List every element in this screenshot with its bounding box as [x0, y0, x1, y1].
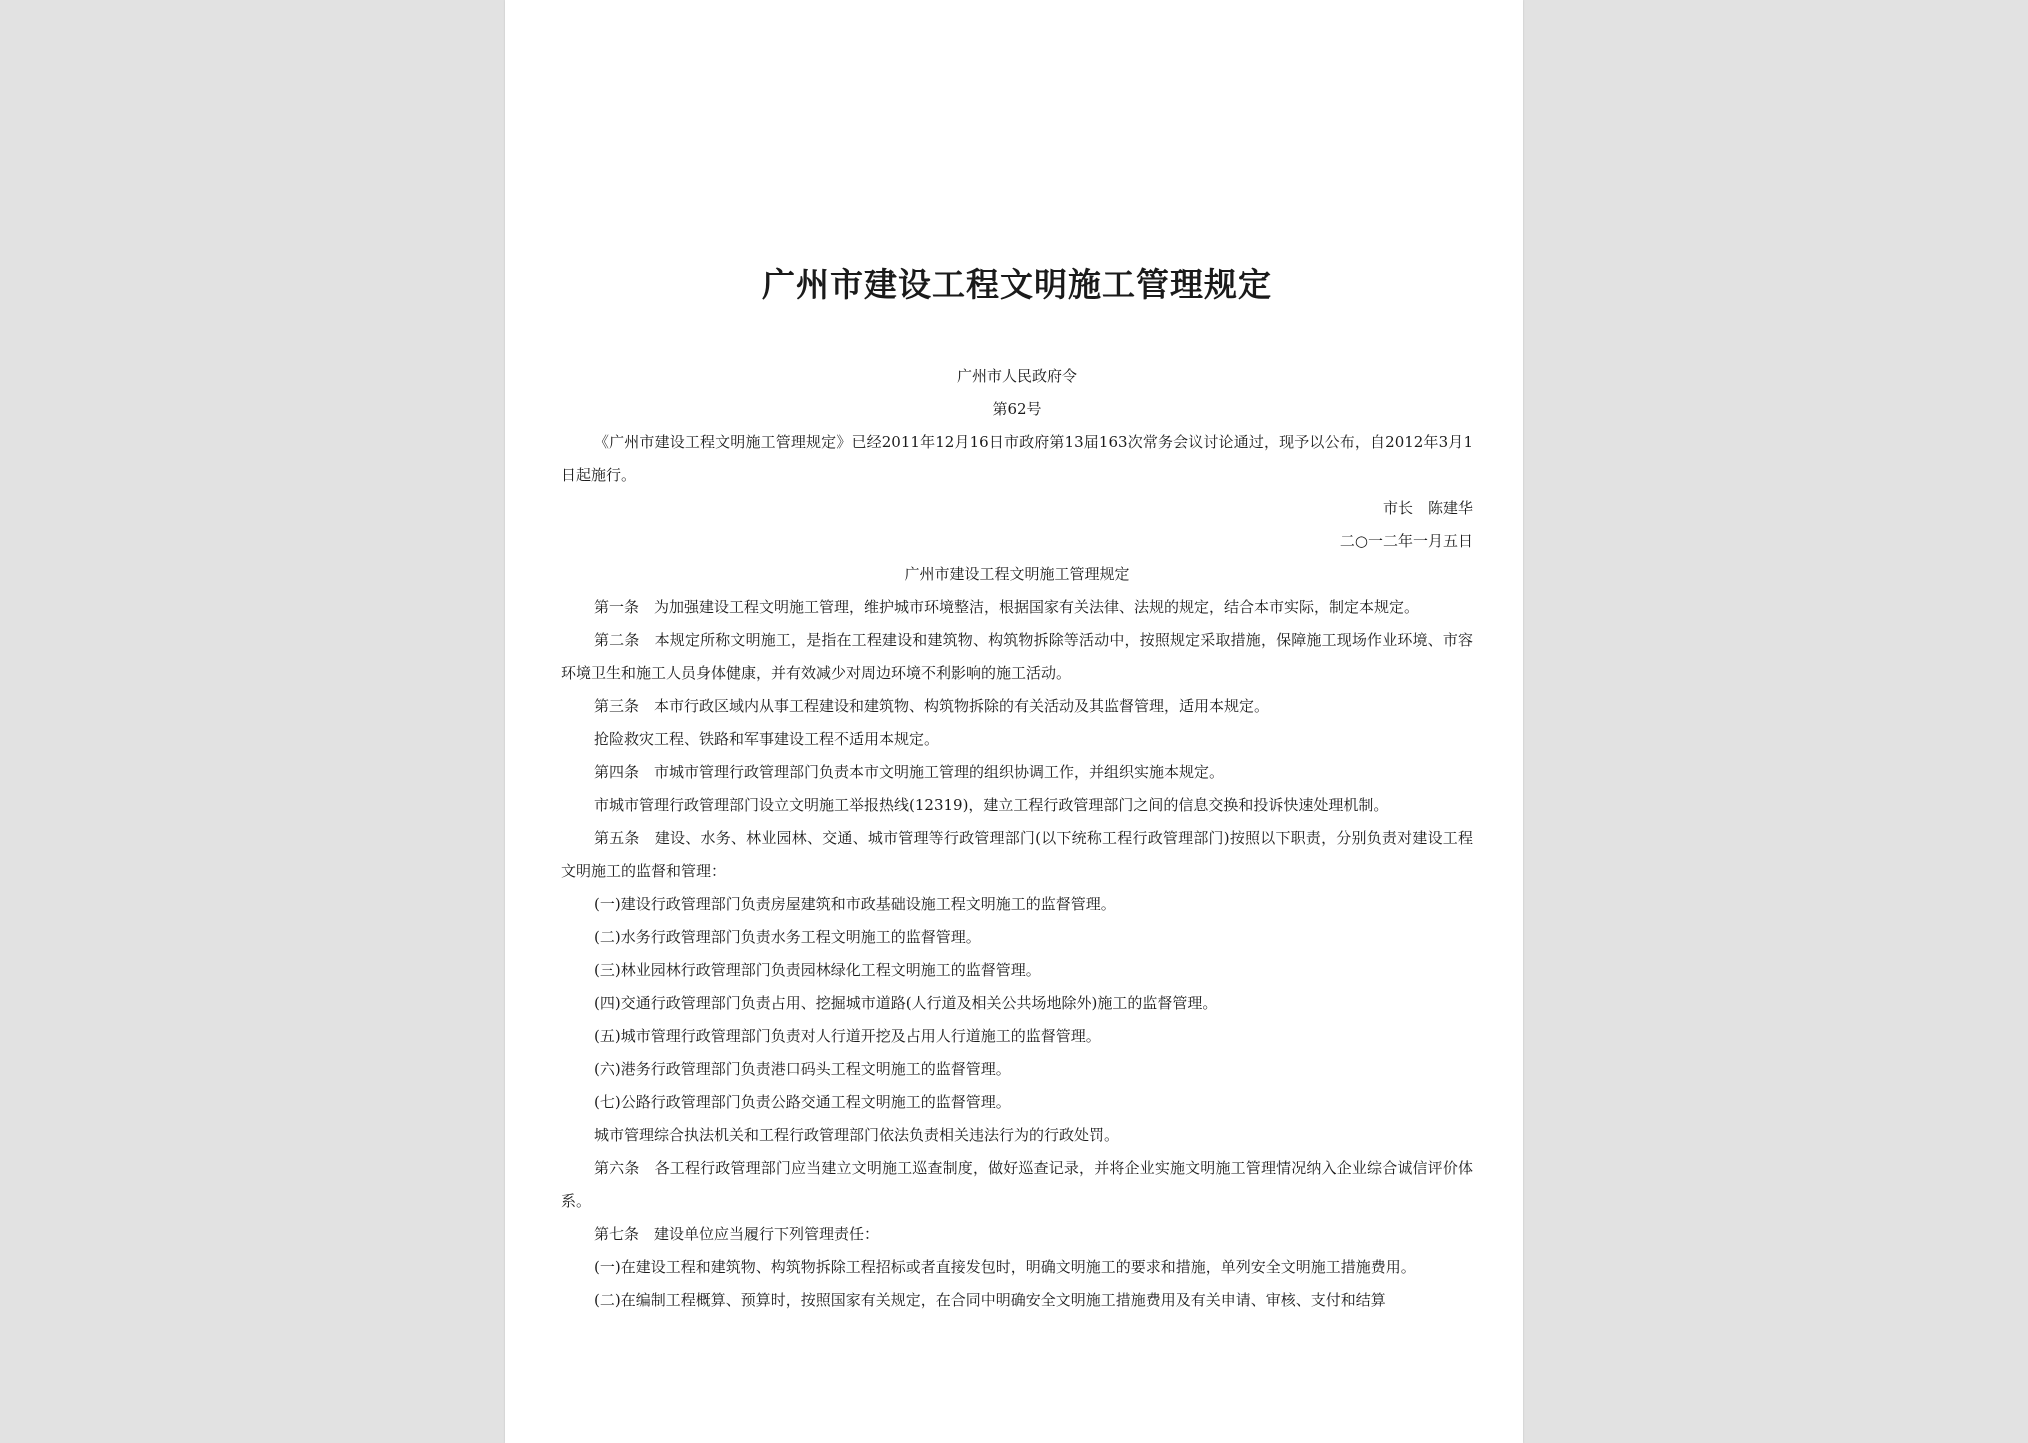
- article-paragraph: 第四条 市城市管理行政管理部门负责本市文明施工管理的组织协调工作，并组织实施本规定。: [594, 763, 1225, 781]
- article-paragraph: 第五条 建设、水务、林业园林、交通、城市管理等行政管理部门(以下统称工程行政管理部门)按照以下职责，分别负责对建设工程文明施工的监督和管理：: [561, 829, 1473, 880]
- article-paragraph: 市城市管理行政管理部门设立文明施工举报热线(12319)，建立工程行政管理部门之间的信息交换和投诉快速处理机制。: [594, 796, 1389, 814]
- article-paragraph: 第一条 为加强建设工程文明施工管理，维护城市环境整洁，根据国家有关法律、法规的规定，结合本市实际，制定本规定。: [594, 598, 1420, 616]
- article-paragraph: 第六条 各工程行政管理部门应当建立文明施工巡查制度，做好巡查记录，并将企业实施文明施工管理情况纳入企业综合诚信评价体系。: [561, 1159, 1473, 1210]
- date-line: 二○一二年一月五日: [1339, 532, 1473, 550]
- article-paragraph: (四)交通行政管理部门负责占用、挖掘城市道路(人行道及相关公共场地除外)施工的监督管理。: [594, 994, 1218, 1012]
- document-page: [505, 0, 1523, 1443]
- order-number: 第62号: [992, 400, 1042, 418]
- subtitle: 广州市建设工程文明施工管理规定: [904, 565, 1130, 583]
- article-paragraph: 城市管理综合执法机关和工程行政管理部门依法负责相关违法行为的行政处罚。: [594, 1126, 1120, 1144]
- preamble-paragraph: 《广州市建设工程文明施工管理规定》已经2011年12月16日市政府第13届163次常务会议讨论通过，现予以公布，自2012年3月1日起施行。: [561, 433, 1473, 484]
- article-paragraph: 第七条 建设单位应当履行下列管理责任：: [594, 1225, 880, 1243]
- article-paragraph: (一)建设行政管理部门负责房屋建筑和市政基础设施工程文明施工的监督管理。: [594, 895, 1116, 913]
- issuer-line: 广州市人民政府令: [956, 367, 1077, 385]
- article-paragraph: (二)在编制工程概算、预算时，按照国家有关规定，在合同中明确安全文明施工措施费用及有关申请、审核、支付和结算: [594, 1291, 1386, 1309]
- article-paragraph: (二)水务行政管理部门负责水务工程文明施工的监督管理。: [594, 928, 981, 946]
- article-paragraph: (七)公路行政管理部门负责公路交通工程文明施工的监督管理。: [594, 1093, 1011, 1111]
- article-paragraph: (一)在建设工程和建筑物、构筑物拆除工程招标或者直接发包时，明确文明施工的要求和措施，单列安全文明施工措施费用。: [594, 1258, 1416, 1276]
- article-paragraph: 第二条 本规定所称文明施工，是指在工程建设和建筑物、构筑物拆除等活动中，按照规定采取措施，保障施工现场作业环境、市容环境卫生和施工人员身体健康，并有效减少对周边环境不利影响的施工活动。: [561, 631, 1473, 682]
- article-paragraph: (五)城市管理行政管理部门负责对人行道开挖及占用人行道施工的监督管理。: [594, 1027, 1101, 1045]
- article-list: [561, 591, 1473, 1317]
- signature-line: 市长 陈建华: [1382, 499, 1473, 517]
- article-paragraph: 第三条 本市行政区域内从事工程建设和建筑物、构筑物拆除的有关活动及其监督管理，适用本规定。: [594, 697, 1270, 715]
- article-paragraph: (六)港务行政管理部门负责港口码头工程文明施工的监督管理。: [594, 1060, 1011, 1078]
- article-paragraph: 抢险救灾工程、铁路和军事建设工程不适用本规定。: [594, 730, 940, 748]
- title-spacer: [561, 308, 1473, 360]
- document-title: 广州市建设工程文明施工管理规定: [762, 265, 1272, 304]
- article-paragraph: (三)林业园林行政管理部门负责园林绿化工程文明施工的监督管理。: [594, 961, 1041, 979]
- page-content: [561, 262, 1473, 1317]
